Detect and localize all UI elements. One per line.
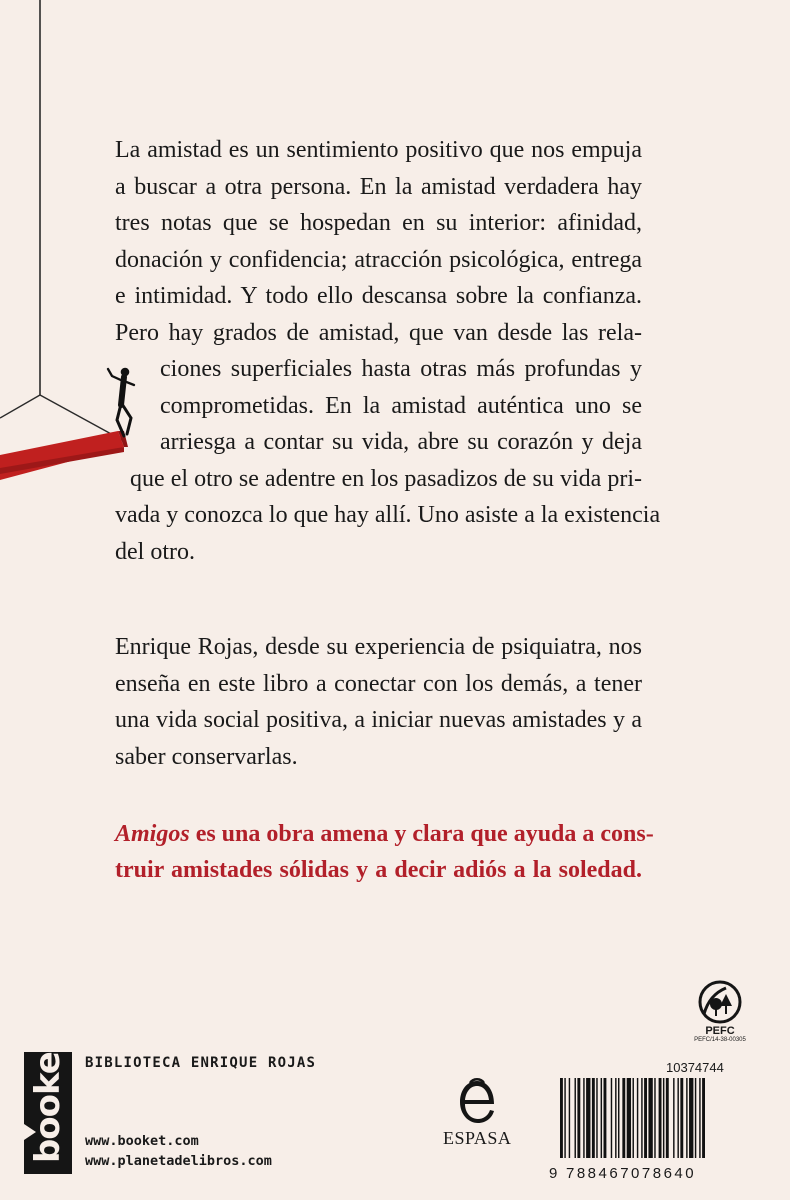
blurb-line: arriesga a contar su vida, abre su corazón y deja [160, 429, 642, 455]
pefc-label: PEFC [705, 1025, 735, 1037]
blurb-line: del otro. [115, 539, 195, 565]
barcode-bar [560, 1078, 563, 1158]
publisher-url[interactable]: www.planetadelibros.com [85, 1153, 272, 1169]
isbn-first-digit: 9 [549, 1165, 558, 1182]
blurb-line: tres notas que se hospedan en su interior: afinidad, [115, 210, 642, 236]
barcode-bar [637, 1078, 638, 1158]
barcode-bar [680, 1078, 683, 1158]
barcode-bar [666, 1078, 669, 1158]
blurb-line: vada y conozca lo que hay allí. Uno asiste a la existencia [115, 502, 661, 528]
barcode-bar [586, 1078, 590, 1158]
series-label: BIBLIOTECA ENRIQUE ROJAS [85, 1055, 317, 1071]
barcode-bar [622, 1078, 625, 1158]
internal-number: 10374744 [666, 1060, 724, 1075]
barcode-bar [689, 1078, 693, 1158]
book-title: Amigos [115, 821, 190, 847]
barcode-bar [569, 1078, 570, 1158]
blurb-line: donación y confidencia; atracción psicológica, entrega [115, 247, 642, 273]
isbn-barcode [560, 1078, 755, 1158]
barcode-bar [596, 1078, 597, 1158]
barcode-bar [659, 1078, 662, 1158]
barcode-bar [648, 1078, 652, 1158]
pefc-logo-icon [696, 980, 744, 1024]
blurb-line: saber conservarlas. [115, 744, 298, 770]
blurb-line: a buscar a otra persona. En la amistad verdadera hay [115, 174, 642, 200]
barcode-bar [618, 1078, 619, 1158]
espasa-logo-icon [452, 1078, 502, 1128]
tagline-line: truir amistades sólidas y a decir adiós a la soledad. [115, 857, 642, 883]
barcode-bar [654, 1078, 655, 1158]
barcode-bar [695, 1078, 696, 1158]
tagline-line [115, 816, 654, 853]
barcode-bar [686, 1078, 687, 1158]
pefc-code: PEFC/14-38-00305 [694, 1037, 746, 1043]
barcode-bar [699, 1078, 700, 1158]
blurb-line: La amistad es un sentimiento positivo que nos empuja [115, 137, 642, 163]
isbn-digits [549, 1165, 757, 1181]
blurb-line: que el otro se adentre en los pasadizos de su vida pri- [130, 466, 642, 492]
barcode-bar [644, 1078, 647, 1158]
barcode-bar [564, 1078, 565, 1158]
blurb-line: Pero hay grados de amistad, que van desde las rela- [115, 320, 642, 346]
booket-wordmark: booket [28, 1036, 68, 1164]
blurb-line: una vida social positiva, a iniciar nuevas amistades y a [115, 707, 642, 733]
blurb-line: comprometidas. En la amistad auténtica uno se [160, 393, 642, 419]
barcode-bar [615, 1078, 616, 1158]
blurb-line: ciones superficiales hasta otras más profundas y [160, 356, 642, 382]
barcode-bar [583, 1078, 584, 1158]
barcode-bar [641, 1078, 642, 1158]
barcode-bar [575, 1078, 576, 1158]
barcode-bar [677, 1078, 678, 1158]
espasa-wordmark: ESPASA [443, 1128, 512, 1148]
barcode-bar [633, 1078, 634, 1158]
barcode-bar [601, 1078, 602, 1158]
blurb-line: enseña en este libro a conectar con los demás, a tener [115, 671, 642, 697]
blurb-line: Enrique Rojas, desde su experiencia de psiquiatra, nos [115, 634, 642, 660]
isbn-digit-group: 788467078640 [566, 1165, 697, 1182]
barcode-bar [611, 1078, 612, 1158]
barcode-bar [627, 1078, 631, 1158]
blurb-line: e intimidad. Y todo ello descansa sobre la confianza. [115, 283, 642, 309]
barcode-bar [673, 1078, 674, 1158]
barcode-bar [577, 1078, 580, 1158]
publisher-url[interactable]: www.booket.com [85, 1133, 199, 1149]
barcode-bar [604, 1078, 607, 1158]
tagline-text: es una obra amena y clara que ayuda a cons- [189, 821, 654, 847]
barcode-bar [702, 1078, 705, 1158]
barcode-bar [663, 1078, 664, 1158]
barcode-bar [592, 1078, 595, 1158]
